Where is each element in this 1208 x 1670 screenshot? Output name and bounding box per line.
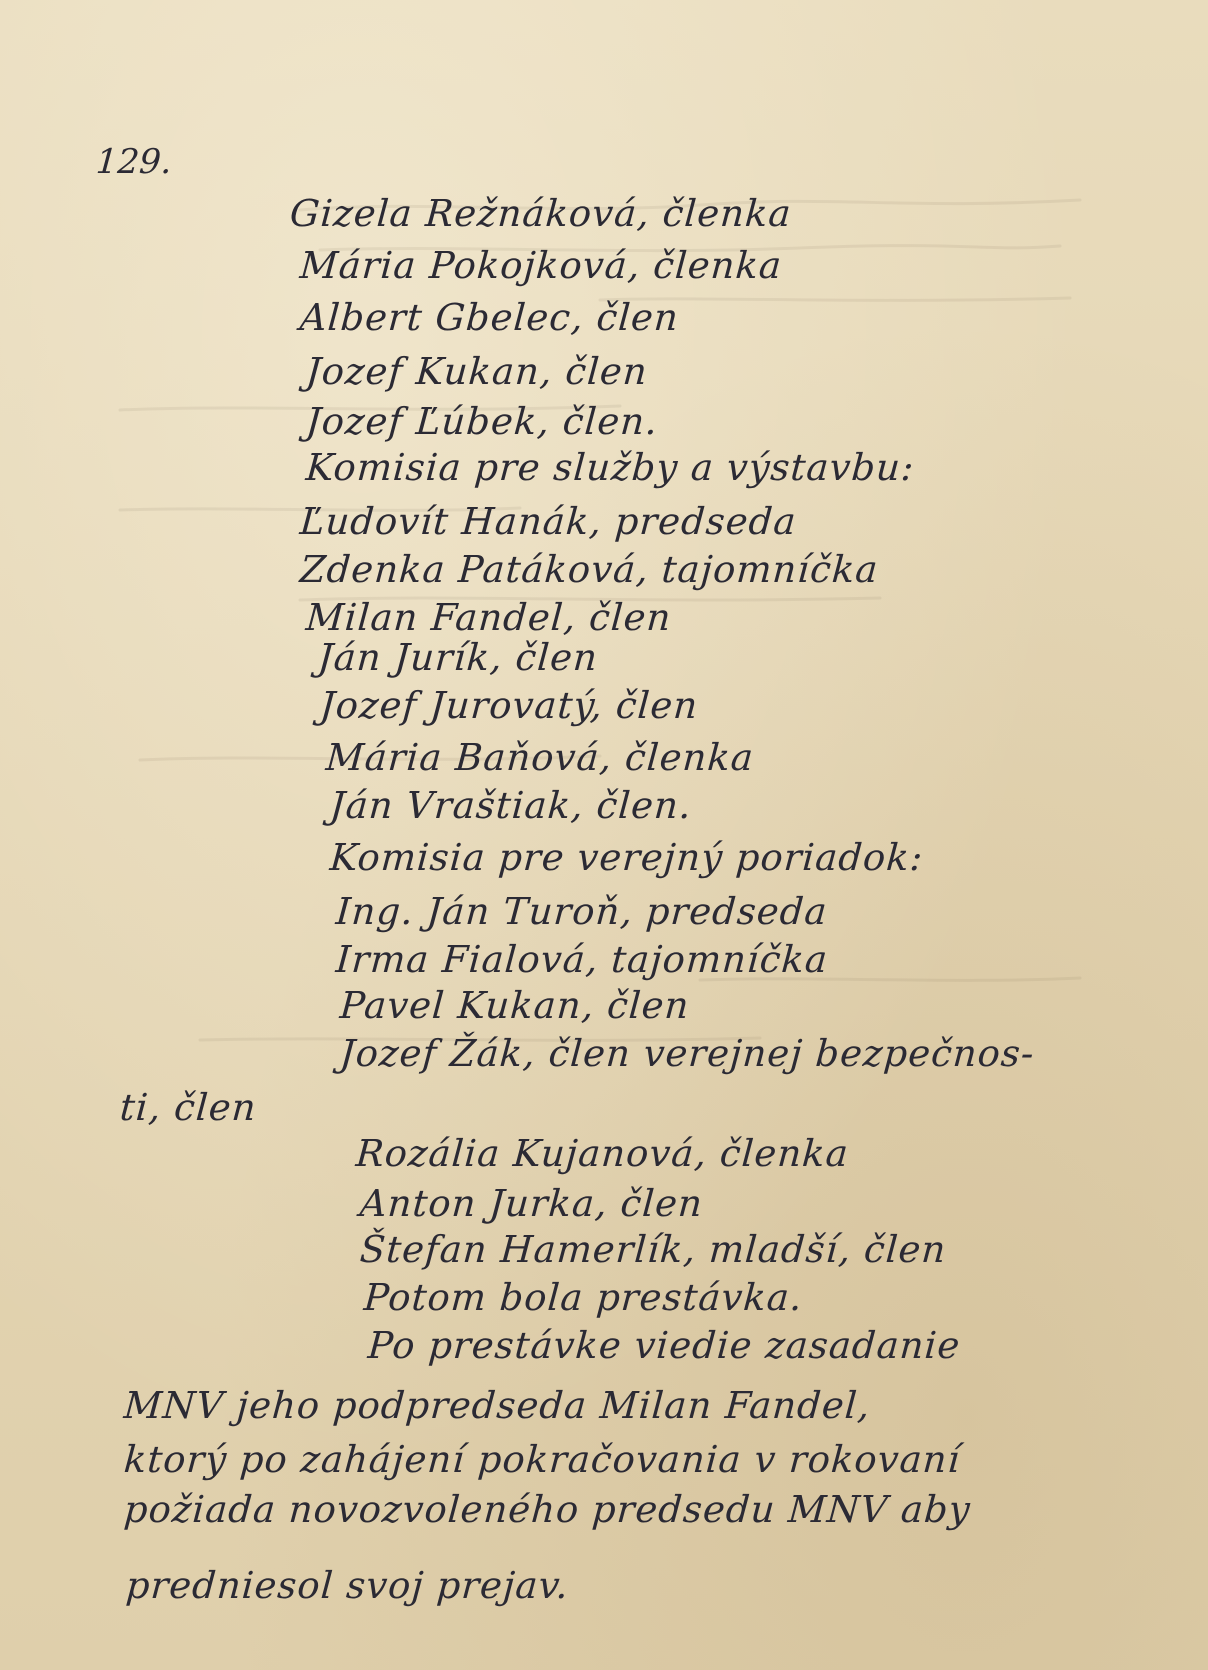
text-line: ktorý po zahájení pokračovania v rokovaní bbox=[122, 1438, 962, 1481]
text-line: Po prestávke viedie zasadanie bbox=[366, 1324, 962, 1367]
text-line: Jozef Ľúbek, člen. bbox=[304, 400, 660, 443]
text-line: Potom bola prestávka. bbox=[362, 1276, 805, 1319]
text-line: Jozef Jurovatý, člen bbox=[318, 684, 700, 727]
text-line: Jozef Kukan, člen bbox=[304, 350, 650, 393]
text-line: predniesol svoj prejav. bbox=[124, 1564, 571, 1607]
text-line: Ing. Ján Turoň, predseda bbox=[334, 890, 830, 933]
text-line: Gizela Režnáková, členka bbox=[288, 192, 794, 235]
text-line: Ján Jurík, člen bbox=[316, 636, 600, 679]
text-line: Pavel Kukan, člen bbox=[338, 984, 692, 1027]
text-line: Milan Fandel, člen bbox=[304, 596, 674, 639]
text-line: ti, člen bbox=[118, 1086, 259, 1129]
text-line: Ľudovít Hanák, predseda bbox=[298, 500, 799, 543]
text-line: MNV jeho podpredseda Milan Fandel, bbox=[122, 1384, 872, 1427]
text-line: Irma Fialová, tajomníčka bbox=[334, 938, 830, 981]
section-heading: Komisia pre verejný poriadok: bbox=[328, 836, 925, 879]
text-line: Zdenka Patáková, tajomníčka bbox=[298, 548, 880, 591]
page-number: 129. bbox=[94, 142, 174, 182]
text-line: Mária Baňová, členka bbox=[324, 736, 756, 779]
text-line: Anton Jurka, člen bbox=[358, 1182, 705, 1225]
text-line: Ján Vraštiak, člen. bbox=[328, 784, 694, 827]
text-line: Mária Pokojková, členka bbox=[298, 244, 784, 287]
text-line: Jozef Žák, člen verejnej bezpečnos- bbox=[338, 1032, 1037, 1075]
text-line: Štefan Hamerlík, mladší, člen bbox=[358, 1228, 948, 1271]
text-line: požiada novozvoleného predsedu MNV aby bbox=[122, 1488, 973, 1531]
text-line: Rozália Kujanová, členka bbox=[354, 1132, 851, 1175]
section-heading: Komisia pre služby a výstavbu: bbox=[304, 446, 916, 489]
text-line: Albert Gbelec, člen bbox=[298, 296, 681, 339]
